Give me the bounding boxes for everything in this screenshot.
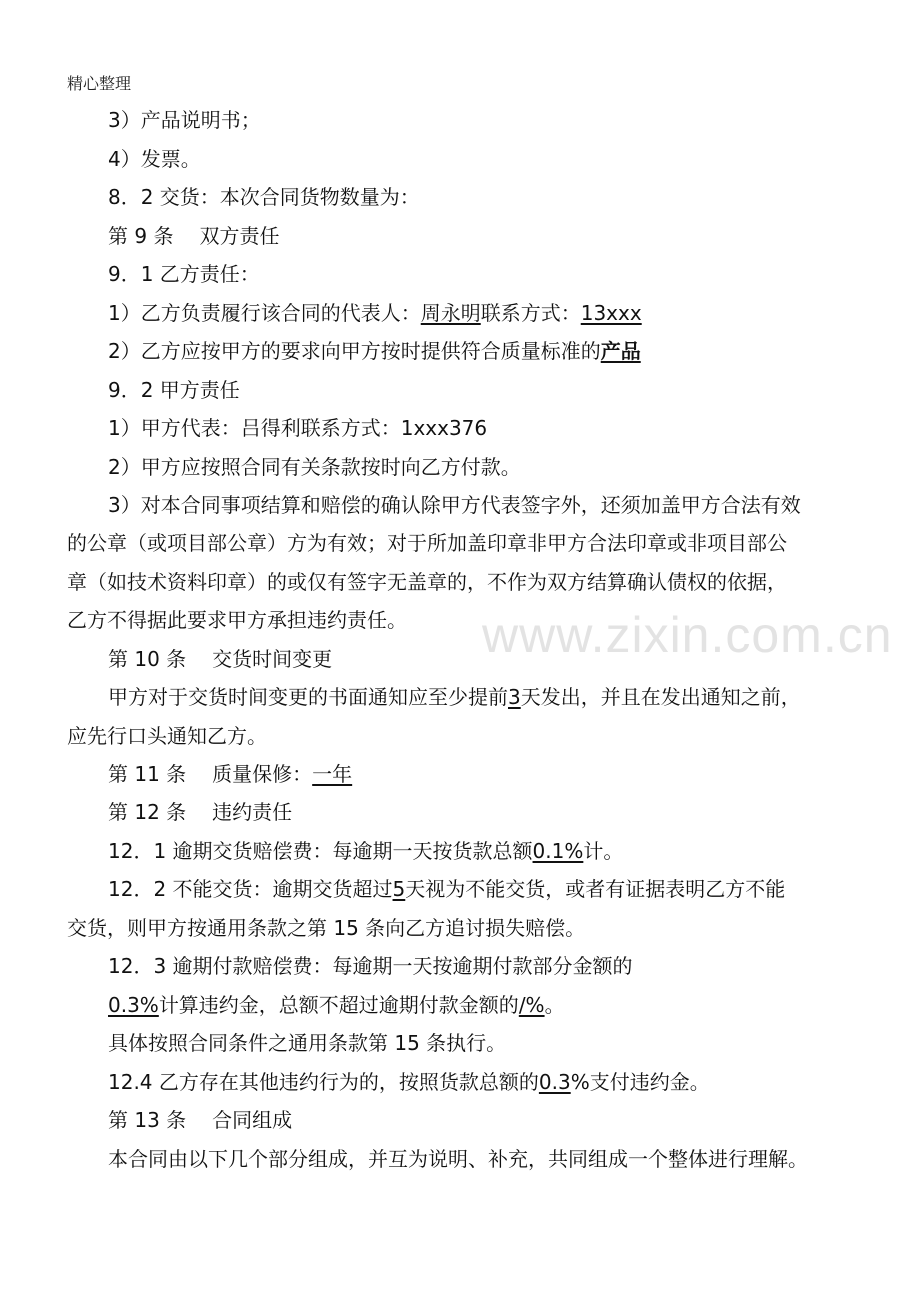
- clause-line: 应先行口头通知乙方。: [67, 724, 267, 748]
- text-segment: 2）乙方应按甲方的要求向甲方按时提供符合质量标准的: [108, 339, 601, 363]
- text-segment: 天视为不能交货，或者有证据表明乙方不能: [405, 877, 786, 901]
- article-heading: [108, 222, 279, 250]
- article-heading: [108, 645, 332, 673]
- article-title: 合同组成: [212, 1108, 293, 1132]
- clause-line: 12．3 逾期付款赔偿费：每逾期一天按逾期付款部分金额的: [108, 954, 633, 978]
- clause-line: 1）甲方代表：吕得利联系方式：1xxx376: [108, 416, 488, 440]
- clause-line: [108, 875, 785, 903]
- late-payment-rate: 0.3%: [108, 993, 159, 1017]
- notice-days: 3: [508, 685, 521, 709]
- watermark: www.zixin.com.cn: [482, 607, 893, 663]
- late-delivery-rate: 0.1%: [532, 839, 584, 863]
- clause-line: 3）产品说明书；: [108, 108, 261, 132]
- clause-line: 9．1 乙方责任：: [108, 262, 260, 286]
- clause-line: 9．2 甲方责任: [108, 378, 240, 402]
- text-segment: 12.4 乙方存在其他违约行为的，按照货款总额的: [108, 1070, 539, 1094]
- article-number: 第 12 条: [108, 800, 187, 824]
- clause-line: 2）甲方应按照合同有关条款按时向乙方付款。: [108, 455, 521, 479]
- article-number: 第 11 条: [108, 762, 187, 786]
- clause-line: [108, 1068, 710, 1096]
- text-segment: %支付违约金。: [570, 1070, 710, 1094]
- clause-line: 3）对本合同事项结算和赔偿的确认除甲方代表签字外，还须加盖甲方合法有效: [108, 493, 801, 517]
- representative-name: 周永明: [420, 301, 481, 325]
- article-heading: [108, 798, 292, 826]
- clause-line: 本合同由以下几个部分组成，并互为说明、补充，共同组成一个整体进行理解。: [108, 1147, 808, 1171]
- article-number: 第 13 条: [108, 1108, 187, 1132]
- clause-line: 乙方不得据此要求甲方承担违约责任。: [67, 608, 407, 632]
- clause-line: 的公章（或项目部公章）方为有效；对于所加盖印章非甲方合法印章或非项目部公: [67, 531, 787, 555]
- article-title: 质量保修：: [212, 762, 313, 786]
- penalty-cap: /%: [518, 993, 545, 1017]
- clause-line: 章（如技术资料印章）的或仅有签字无盖章的，不作为双方结算确认债权的依据，: [67, 570, 787, 594]
- text-segment: 天发出，并且在发出通知之前，: [520, 685, 801, 709]
- other-breach-rate: 0.3: [538, 1070, 571, 1094]
- clause-line: [108, 299, 642, 327]
- text-segment: 甲方对于交货时间变更的书面通知应至少提前: [108, 685, 508, 709]
- article-title: 违约责任: [212, 800, 293, 824]
- article-title: 双方责任: [199, 224, 280, 248]
- clause-line: 8．2 交货：本次合同货物数量为：: [108, 185, 420, 209]
- article-number: 第 9 条: [108, 224, 174, 248]
- text-segment: 12．1 逾期交货赔偿费：每逾期一天按货款总额: [108, 839, 533, 863]
- article-number: 第 10 条: [108, 647, 187, 671]
- text-segment: 。: [544, 993, 565, 1017]
- clause-line: [108, 683, 801, 711]
- text-segment: 计算违约金，总额不超过逾期付款金额的: [158, 993, 519, 1017]
- article-title: 交货时间变更: [212, 647, 333, 671]
- clause-line: 4）发票。: [108, 147, 201, 171]
- non-delivery-days: 5: [392, 877, 406, 901]
- text-segment: 1）乙方负责履行该合同的代表人：: [108, 301, 421, 325]
- clause-line: [108, 337, 641, 365]
- warranty-period: 一年: [312, 762, 353, 786]
- text-segment: 联系方式：: [480, 301, 581, 325]
- article-heading: [108, 760, 352, 788]
- clause-line: 具体按照合同条件之通用条款第 15 条执行。: [108, 1031, 507, 1055]
- text-segment: 12．2 不能交货：逾期交货超过: [108, 877, 393, 901]
- clause-line: [108, 837, 623, 865]
- article-heading: [108, 1106, 292, 1134]
- clause-line: 交货，则甲方按通用条款之第 15 条向乙方追讨损失赔偿。: [67, 916, 586, 940]
- page-header: 精心整理: [67, 74, 132, 93]
- text-segment: 计。: [583, 839, 624, 863]
- contact-number: 13xxx: [580, 301, 642, 325]
- product-term: 产品: [600, 339, 641, 363]
- clause-line: [108, 991, 565, 1019]
